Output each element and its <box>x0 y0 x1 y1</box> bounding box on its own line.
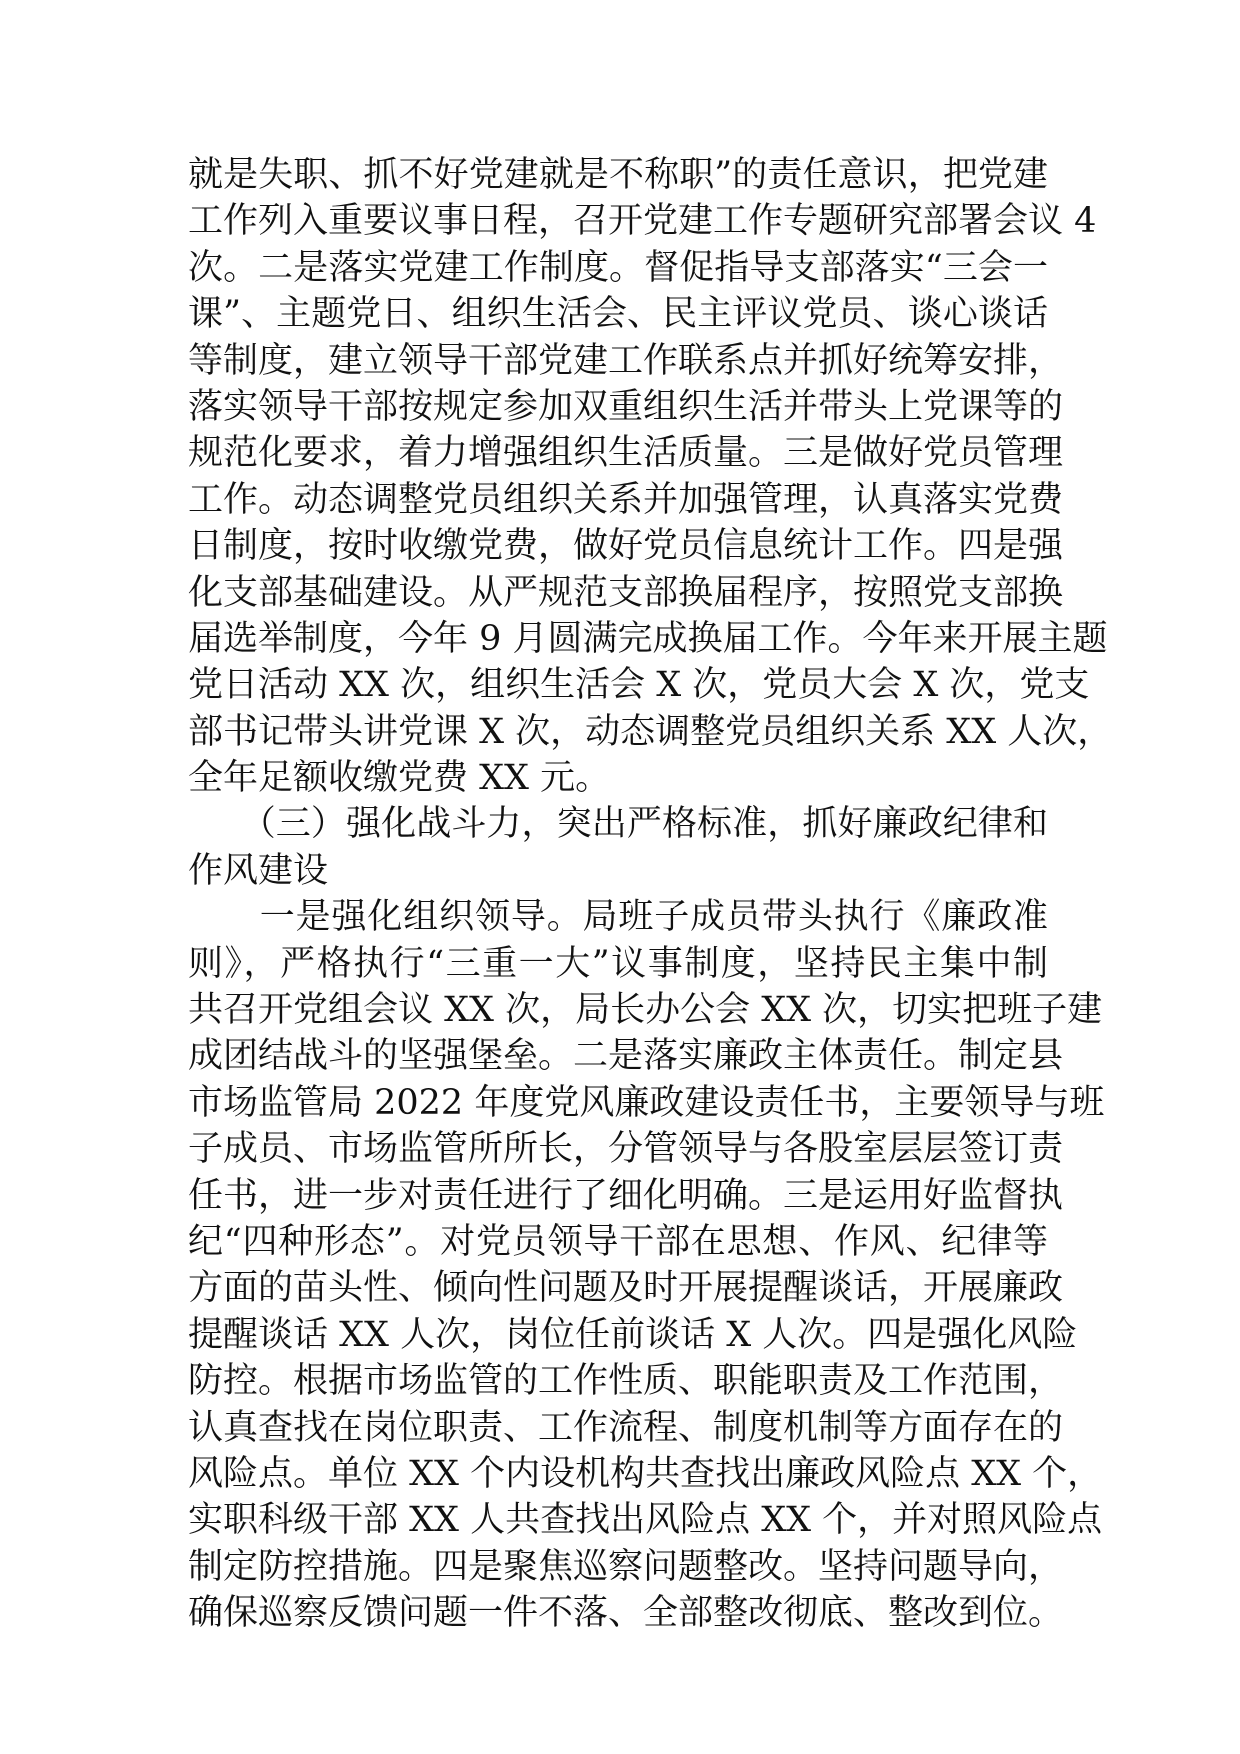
text-line: 一是强化组织领导。局班子成员带头执行《廉政准 <box>188 897 1048 938</box>
text-line: 实职科级干部 XX 人共查找出风险点 XX 个，并对照风险点 <box>188 1500 1103 1541</box>
text-line: 部书记带头讲党课 X 次，动态调整党员组织关系 XX 人次， <box>188 711 1113 752</box>
text-line: 制定防控措施。四是聚焦巡察问题整改。坚持问题导向， <box>188 1546 1064 1587</box>
text-line: 认真查找在岗位职责、工作流程、制度机制等方面存在的 <box>188 1407 1064 1448</box>
text-line: 就是失职、抓不好党建就是不称职”的责任意识，把党建 <box>188 155 1048 195</box>
text-line: 工作。动态调整党员组织关系并加强管理，认真落实党费 <box>188 479 1064 520</box>
text-line: 共召开党组会议 XX 次，局长办公会 XX 次，切实把班子建 <box>188 990 1103 1031</box>
text-line: 提醒谈话 XX 人次，岗位任前谈话 X 人次。四是强化风险 <box>188 1314 1078 1355</box>
text-line: 防控。根据市场监管的工作性质、职能职责及工作范围， <box>188 1361 1064 1402</box>
text-line: 化支部基础建设。从严规范支部换届程序，按照党支部换 <box>188 572 1064 613</box>
text-line: 届选举制度，今年 9 月圆满完成换届工作。今年来开展主题 <box>188 618 1108 659</box>
text-line: 子成员、市场监管所所长，分管领导与各股室层层签订责 <box>188 1129 1064 1170</box>
text-line: 党日活动 XX 次，组织生活会 X 次，党员大会 X 次，党支 <box>188 665 1090 706</box>
text-line: 成团结战斗的坚强堡垒。二是落实廉政主体责任。制定县 <box>188 1036 1064 1077</box>
text-line: 课”、主题党日、组织生活会、民主评议党员、谈心谈话 <box>188 294 1048 335</box>
section-heading-line: （三）强化战斗力，突出严格标准，抓好廉政纪律和 <box>188 804 1048 845</box>
document-body <box>188 152 1113 1637</box>
text-line: 等制度，建立领导干部党建工作联系点并抓好统筹安排， <box>188 340 1064 381</box>
text-line: 日制度，按时收缴党费，做好党员信息统计工作。四是强 <box>188 526 1064 567</box>
text-line: 确保巡察反馈问题一件不落、全部整改彻底、整改到位。 <box>188 1593 1064 1634</box>
text-line: 则》，严格执行“三重一大”议事制度，坚持民主集中制 <box>188 943 1048 984</box>
text-line: 纪“四种形态”。对党员领导干部在思想、作风、纪律等 <box>188 1221 1048 1262</box>
text-line: 任书，进一步对责任进行了细化明确。三是运用好监督执 <box>188 1175 1064 1216</box>
text-line: 工作列入重要议事日程，召开党建工作专题研究部署会议 4 <box>188 201 1097 242</box>
text-line: 落实领导干部按规定参加双重组织生活并带头上党课等的 <box>188 386 1064 427</box>
text-line: 次。二是落实党建工作制度。督促指导支部落实“三会一 <box>188 247 1048 288</box>
section-heading-line: 作风建设 <box>188 850 329 891</box>
text-line: 风险点。单位 XX 个内设机构共查找出廉政风险点 XX 个， <box>188 1453 1103 1494</box>
text-line: 规范化要求，着力增强组织生活质量。三是做好党员管理 <box>188 433 1064 474</box>
text-line: 市场监管局 2022 年度党风廉政建设责任书，主要领导与班 <box>188 1082 1105 1123</box>
text-line: 方面的苗头性、倾向性问题及时开展提醒谈话，开展廉政 <box>188 1268 1064 1309</box>
text-line: 全年足额收缴党费 XX 元。 <box>188 758 611 799</box>
